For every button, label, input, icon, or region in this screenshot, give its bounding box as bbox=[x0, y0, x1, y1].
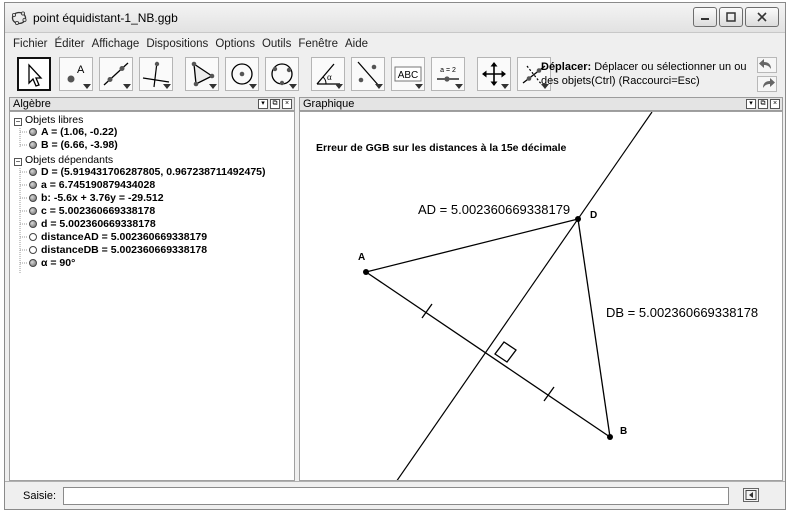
visibility-toggle-icon[interactable] bbox=[29, 246, 37, 254]
algebra-item[interactable] bbox=[29, 179, 155, 191]
algebra-menu-button[interactable]: ▾ bbox=[258, 99, 268, 109]
free-objects-category[interactable] bbox=[14, 114, 83, 126]
algebra-item-text: a = 6.745190879434028 bbox=[41, 179, 156, 191]
free-objects-label: Objets libres bbox=[25, 114, 84, 126]
input-bar bbox=[5, 481, 785, 509]
menu-aide[interactable]: Aide bbox=[345, 38, 369, 50]
visibility-toggle-icon[interactable] bbox=[29, 181, 37, 189]
point-d[interactable] bbox=[575, 216, 581, 222]
app-window bbox=[4, 2, 786, 510]
tool-help-description: Déplacer ou sélectionner un ou des objets(Ctrl) (Raccourci=Esc) bbox=[541, 61, 747, 87]
move-tool-button[interactable] bbox=[17, 57, 51, 91]
graphics-view[interactable] bbox=[299, 111, 783, 481]
minimize-icon bbox=[700, 12, 710, 22]
point-a-label[interactable]: A bbox=[358, 252, 366, 263]
menu-affichage[interactable]: Affichage bbox=[91, 38, 140, 50]
visibility-toggle-icon[interactable] bbox=[29, 207, 37, 215]
close-icon bbox=[757, 12, 767, 22]
title-bar bbox=[5, 3, 785, 33]
line-tool-button[interactable] bbox=[99, 57, 133, 91]
algebra-item-text: D = (5.919431706287805, 0.967238711492475) bbox=[41, 166, 266, 178]
point-tool-button[interactable] bbox=[59, 57, 93, 91]
graphics-menu-button[interactable]: ▾ bbox=[746, 99, 756, 109]
algebra-item[interactable] bbox=[29, 257, 75, 269]
text-tool-button[interactable] bbox=[391, 57, 425, 91]
undo-icon bbox=[758, 58, 776, 72]
visibility-toggle-icon[interactable] bbox=[29, 128, 37, 136]
undo-button[interactable] bbox=[757, 57, 777, 73]
algebra-panel-title: Algèbre bbox=[13, 98, 51, 110]
polygon-tool-button[interactable] bbox=[185, 57, 219, 91]
maximize-icon bbox=[726, 12, 736, 22]
svg-text:ABC: ABC bbox=[397, 70, 419, 81]
redo-icon bbox=[758, 77, 776, 91]
algebra-view bbox=[9, 111, 295, 481]
close-button[interactable] bbox=[745, 7, 779, 27]
maximize-button[interactable] bbox=[719, 7, 743, 27]
graphics-caption[interactable]: Erreur de GGB sur les distances à la 15e décimale bbox=[316, 142, 567, 154]
algebra-item[interactable] bbox=[29, 205, 155, 217]
tool-help-text bbox=[541, 60, 753, 88]
conic-tool-button[interactable] bbox=[265, 57, 299, 91]
algebra-close-button[interactable]: × bbox=[282, 99, 292, 109]
svg-text:a = 2: a = 2 bbox=[440, 67, 456, 74]
graphics-panel-header bbox=[299, 97, 783, 111]
perpendicular-tool-button[interactable] bbox=[139, 57, 173, 91]
algebra-panel-header bbox=[9, 97, 295, 111]
window-title: point équidistant-1_NB.ggb bbox=[33, 11, 178, 25]
menu-options[interactable]: Options bbox=[215, 38, 255, 50]
slider-tool-button[interactable] bbox=[431, 57, 465, 91]
input-help-button[interactable] bbox=[743, 488, 759, 502]
command-input[interactable] bbox=[63, 487, 729, 505]
algebra-item[interactable] bbox=[29, 192, 164, 204]
algebra-item-text: b: -5.6x + 3.76y = -29.512 bbox=[41, 192, 164, 204]
algebra-item[interactable] bbox=[29, 244, 207, 256]
circle-tool-button[interactable] bbox=[225, 57, 259, 91]
menu-bar bbox=[5, 35, 785, 53]
algebra-item-text: distanceDB = 5.002360669338178 bbox=[41, 244, 208, 256]
svg-text:A: A bbox=[77, 64, 85, 76]
algebra-item[interactable] bbox=[29, 231, 207, 243]
menu-dispositions[interactable]: Dispositions bbox=[146, 38, 209, 50]
move-graphics-tool-button[interactable] bbox=[477, 57, 511, 91]
algebra-item-text: d = 5.002360669338178 bbox=[41, 218, 156, 230]
algebra-item-text: α = 90° bbox=[41, 257, 76, 269]
menu-editer[interactable]: Éditer bbox=[54, 38, 85, 50]
toolbar bbox=[5, 53, 785, 97]
menu-fichier[interactable]: Fichier bbox=[13, 38, 48, 50]
segment-db[interactable] bbox=[578, 219, 610, 437]
algebra-undock-button[interactable]: ⧉ bbox=[270, 99, 280, 109]
redo-button[interactable] bbox=[757, 76, 777, 92]
algebra-item-text: distanceAD = 5.002360669338179 bbox=[41, 231, 208, 243]
triangle-left-icon bbox=[744, 489, 758, 501]
point-a[interactable] bbox=[363, 269, 369, 275]
tree-lines bbox=[10, 112, 30, 282]
geometry-canvas[interactable] bbox=[300, 112, 783, 481]
distance-db-label[interactable]: DB = 5.002360669338178 bbox=[606, 305, 759, 320]
point-b[interactable] bbox=[607, 434, 613, 440]
segment-ab[interactable] bbox=[366, 272, 610, 437]
reflect-tool-button[interactable] bbox=[351, 57, 385, 91]
point-b-label[interactable]: B bbox=[620, 426, 628, 437]
menu-outils[interactable]: Outils bbox=[261, 38, 292, 50]
graphics-panel-title: Graphique bbox=[303, 98, 355, 110]
algebra-item-text: A = (1.06, -0.22) bbox=[41, 126, 118, 138]
algebra-item[interactable] bbox=[29, 139, 118, 151]
perpendicular-bisector-line[interactable] bbox=[396, 112, 652, 481]
menu-fenetre[interactable]: Fenêtre bbox=[298, 38, 338, 50]
algebra-item-text: c = 5.002360669338178 bbox=[41, 205, 156, 217]
visibility-toggle-icon[interactable] bbox=[29, 141, 37, 149]
graphics-undock-button[interactable]: ⧉ bbox=[758, 99, 768, 109]
algebra-item[interactable] bbox=[29, 218, 156, 230]
visibility-toggle-icon[interactable] bbox=[29, 233, 37, 241]
algebra-item[interactable] bbox=[29, 126, 117, 138]
arrow-pointer-icon bbox=[19, 59, 51, 91]
right-angle-marker bbox=[495, 342, 516, 362]
algebra-item[interactable] bbox=[29, 166, 266, 178]
minimize-button[interactable] bbox=[693, 7, 717, 27]
collapse-icon[interactable]: − bbox=[15, 157, 21, 166]
geogebra-logo-icon bbox=[11, 10, 27, 26]
point-d-label[interactable]: D bbox=[590, 210, 598, 221]
visibility-toggle-icon[interactable] bbox=[29, 168, 37, 176]
graphics-close-button[interactable]: × bbox=[770, 99, 780, 109]
input-label: Saisie: bbox=[23, 490, 57, 502]
collapse-icon[interactable]: − bbox=[15, 117, 21, 126]
visibility-toggle-icon[interactable] bbox=[29, 194, 37, 202]
angle-tool-button[interactable] bbox=[311, 57, 345, 91]
visibility-toggle-icon[interactable] bbox=[29, 259, 37, 267]
algebra-item-text: B = (6.66, -3.98) bbox=[41, 139, 118, 151]
dependent-objects-category[interactable] bbox=[14, 154, 113, 166]
distance-ad-label[interactable]: AD = 5.002360669338179 bbox=[418, 202, 571, 217]
svg-text:α: α bbox=[327, 72, 332, 82]
visibility-toggle-icon[interactable] bbox=[29, 220, 37, 228]
dependent-objects-label: Objets dépendants bbox=[25, 154, 114, 166]
tool-help-title: Déplacer: bbox=[541, 61, 592, 73]
